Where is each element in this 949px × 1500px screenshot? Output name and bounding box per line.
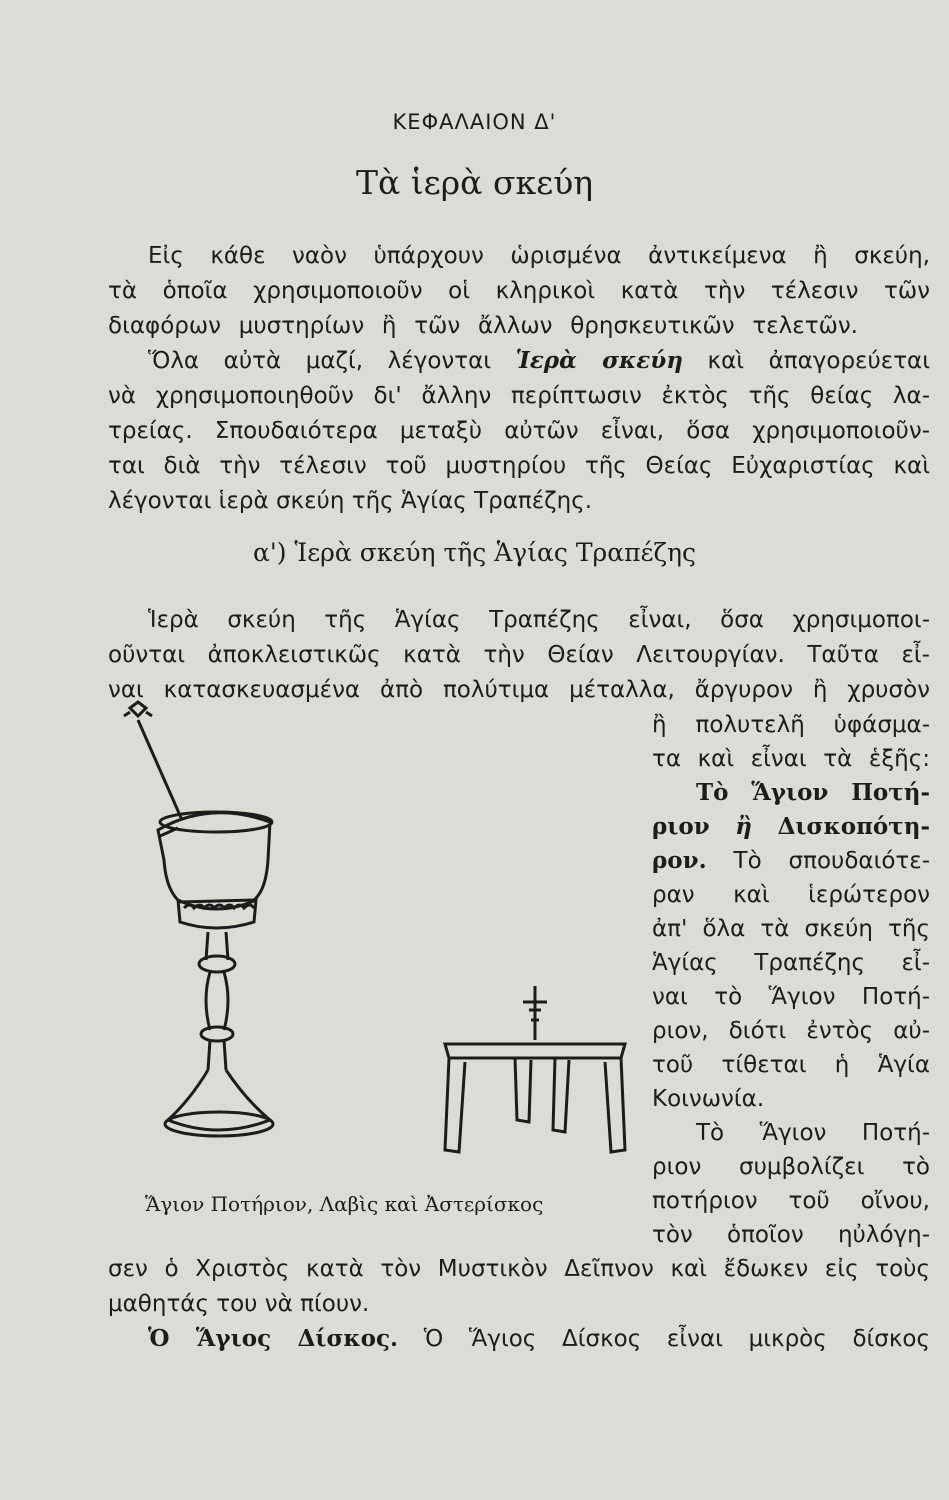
section-line-2: οῦνται ἀποκλειστικῶς κατὰ τὴν Θείαν Λειτουργίαν. Ταῦτα εἶ- (108, 642, 930, 668)
side-line-5-bold: ρον. (652, 847, 707, 874)
side-line-10: ριον, διότι ἐντὸς αὐ- (652, 1018, 930, 1044)
side-line-4-mid: ἢ (735, 813, 753, 840)
intro-line-7: ται διὰ τὴν τέλεσιν τοῦ μυστηρίου τῆς Θείας Εὐχαριστίας καὶ (108, 453, 930, 479)
side-line-12: Κοινωνία. (652, 1086, 765, 1112)
full-line-2: μαθητάς του νὰ πίουν. (108, 1291, 370, 1317)
term-agios-diskos: Ὁ Ἅγιος Δίσκος. (148, 1325, 398, 1352)
asteriskos-illustration (435, 980, 635, 1170)
side-line-14: ριον συμβολίζει τὸ (652, 1154, 930, 1180)
intro-line-2: τὰ ὁποῖα χρησιμοποιοῦν οἱ κληρικοὶ κατὰ τὴν τέλεσιν τῶν (108, 278, 930, 304)
intro-line-3: διαφόρων μυστηρίων ἢ τῶν ἄλλων θρησκευτικῶν τελετῶν. (108, 313, 858, 339)
side-line-11: τοῦ τίθεται ἡ Ἁγία (652, 1052, 930, 1078)
full-line-3 (148, 1321, 930, 1357)
side-line-5-rest: Τὸ σπουδαιότε- (733, 848, 931, 874)
intro-line-5: νὰ χρησιμοποιηθοῦν δι' ἄλλην περίπτωσιν ἐκτὸς τῆς θείας λα- (108, 383, 930, 409)
intro-line-4-pre: Ὅλα αὐτὰ μαζί, λέγονται (148, 348, 492, 374)
term-agion-potirion: Τὸ Ἅγιον Ποτή- (696, 779, 930, 806)
side-line-8: Ἁγίας Τραπέζης εἶ- (652, 950, 930, 976)
side-line-6: ραν καὶ ἱερώτερον (652, 882, 930, 908)
intro-line-4 (148, 343, 930, 379)
side-line-13: Τὸ Ἅγιον Ποτή- (696, 1120, 930, 1146)
side-line-15: ποτήριον τοῦ οἴνου, (652, 1188, 930, 1214)
intro-line-6: τρείας. Σπουδαιότερα μεταξὺ αὐτῶν εἶναι, ὅσα χρησιμοποιοῦν- (108, 418, 930, 444)
term-hiera-skeui: Ἱερὰ σκεύη (515, 347, 683, 374)
side-line-2: τα καὶ εἶναι τὰ ἑξῆς: (652, 746, 930, 772)
side-line-1: ἢ πολυτελῆ ὑφάσμα- (652, 712, 930, 738)
side-line-5 (652, 843, 930, 879)
section-subtitle: α') Ἱερὰ σκεύη τῆς Ἁγίας Τραπέζης (252, 538, 697, 567)
side-line-16: τὸν ὁποῖον ηὐλόγη- (652, 1222, 930, 1248)
side-line-4-post: Δισκοπότη- (777, 813, 930, 840)
chapter-heading: ΚΕΦΑΛΑΙΟΝ Δ' (392, 110, 557, 134)
chalice-illustration (120, 700, 320, 1170)
intro-line-4-post: καὶ ἀπαγορεύεται (707, 348, 931, 374)
figure-caption: Ἅγιον Ποτήριον, Λαβὶς καὶ Ἀστερίσκος (145, 1192, 544, 1216)
section-line-1: Ἱερὰ σκεύη τῆς Ἁγίας Τραπέζης εἶναι, ὅσα χρησιμοποι- (148, 607, 930, 633)
side-line-4 (652, 809, 930, 845)
full-line-1: σεν ὁ Χριστὸς κατὰ τὸν Μυστικὸν Δεῖπνον καὶ ἔδωκεν εἰς τοὺς (108, 1256, 930, 1282)
side-line-4-pre: ριον (652, 813, 710, 840)
full-line-3-rest: Ὁ Ἅγιος Δίσκος εἶναι μικρὸς δίσκος (423, 1326, 930, 1352)
section-line-3: ναι κατασκευασμένα ἀπὸ πολύτιμα μέταλλα, ἄργυρον ἢ χρυσὸν (108, 677, 930, 703)
page-title: Τὰ ἱερὰ σκεύη (355, 163, 594, 202)
side-line-7: ἀπ' ὅλα τὰ σκεύη τῆς (652, 916, 930, 942)
intro-line-8: λέγονται ἱερὰ σκεύη τῆς Ἁγίας Τραπέζης. (108, 488, 593, 514)
intro-line-1: Εἰς κάθε ναὸν ὑπάρχουν ὡρισμένα ἀντικείμενα ἢ σκεύη, (148, 243, 930, 269)
side-line-9: ναι τὸ Ἅγιον Ποτή- (652, 984, 930, 1010)
